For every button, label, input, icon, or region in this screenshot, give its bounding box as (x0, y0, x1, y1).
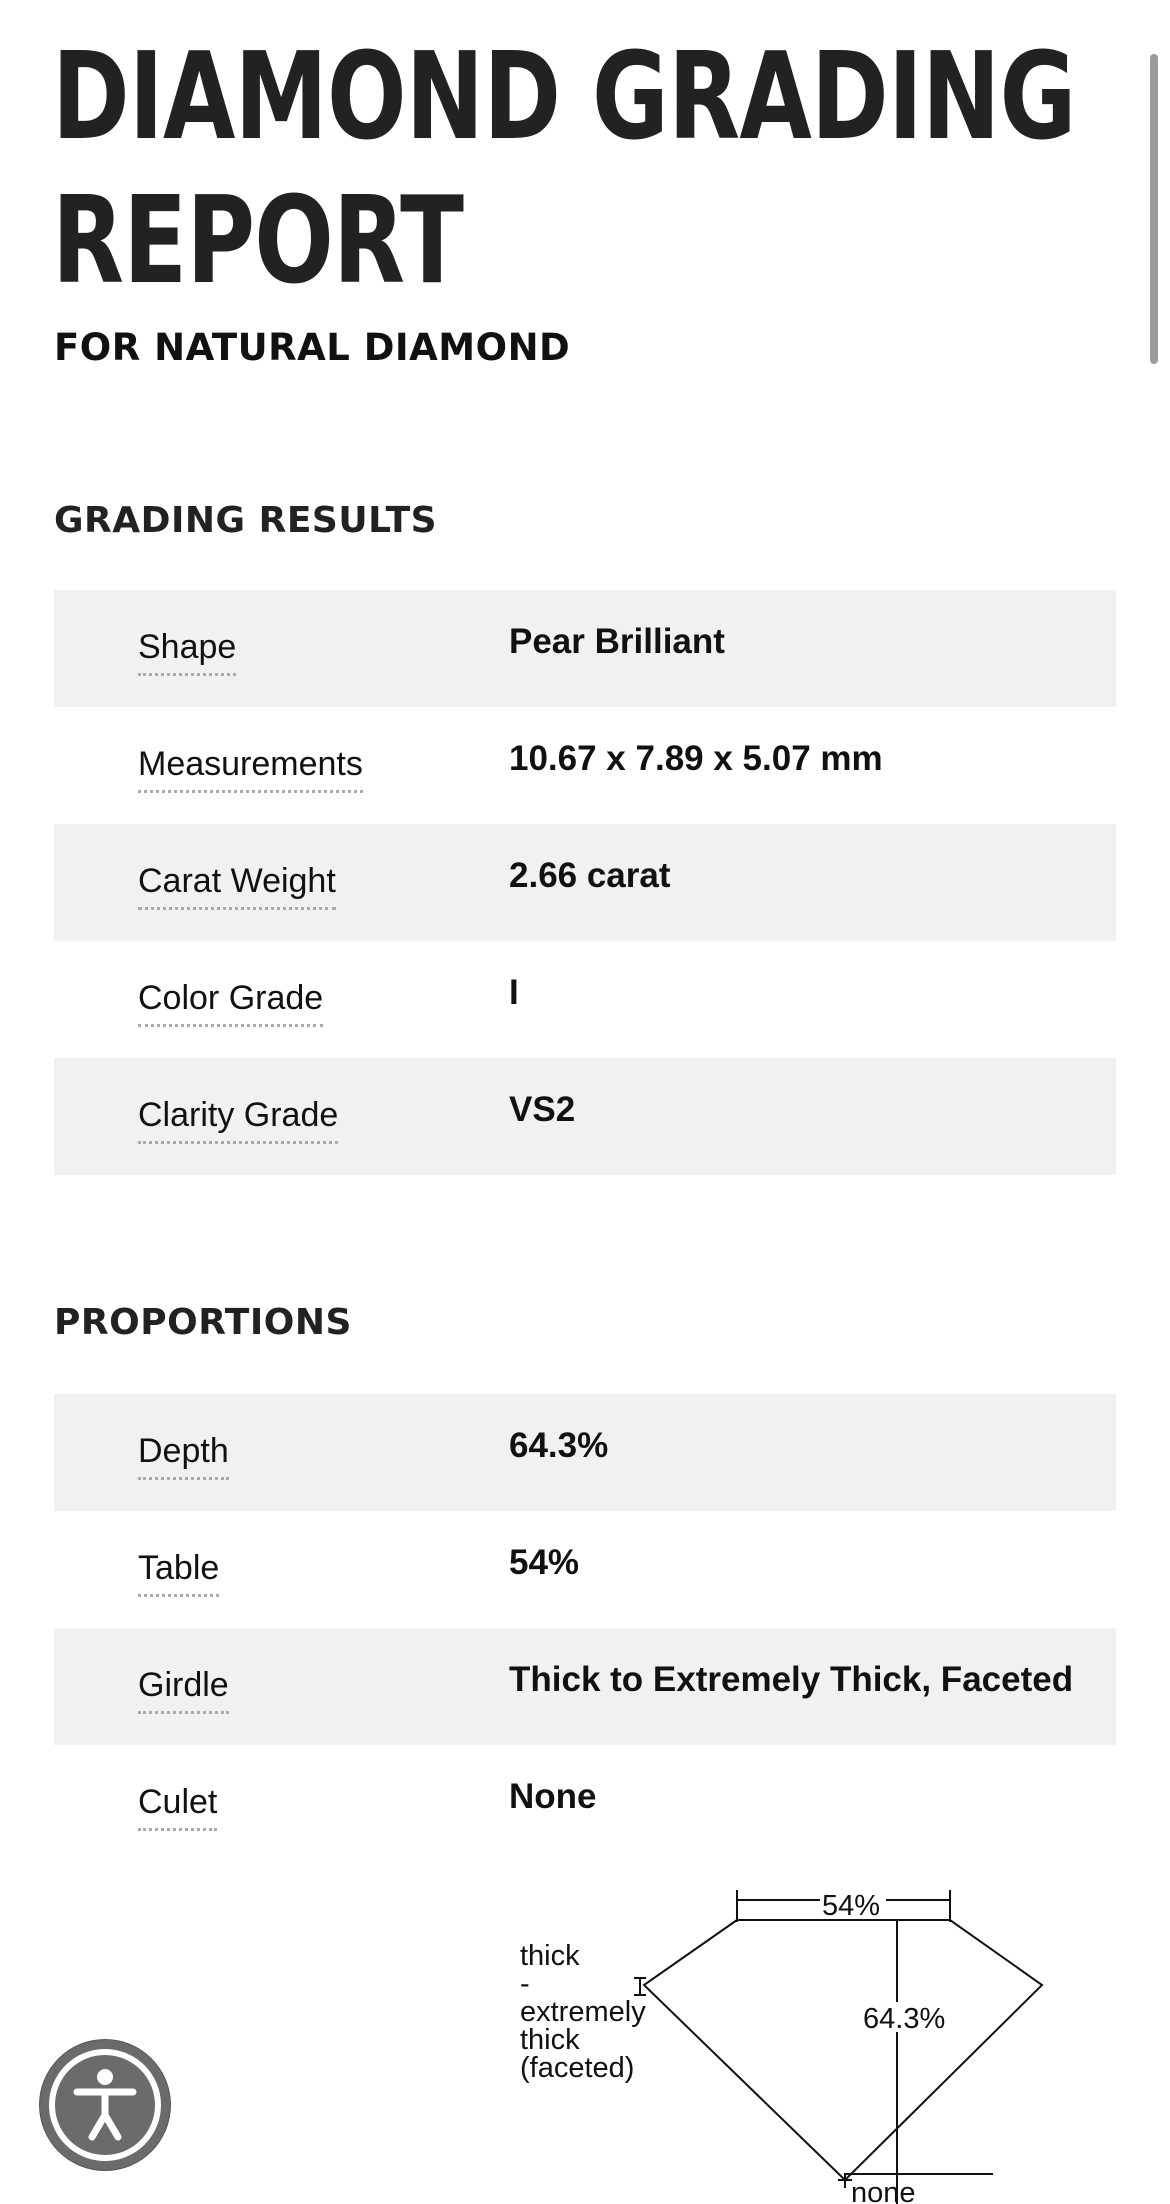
diamond-outline (644, 1920, 1042, 2180)
row-value: 64.3% (509, 1426, 609, 1465)
row-label[interactable]: Girdle (138, 1666, 229, 1714)
row-label[interactable]: Measurements (138, 745, 363, 793)
proportions-heading: PROPORTIONS (54, 1302, 352, 1343)
accessibility-icon (40, 2040, 170, 2170)
row-value: None (509, 1777, 597, 1816)
diagram-table-label: 54% (822, 1890, 881, 1922)
row-label[interactable]: Table (138, 1549, 219, 1597)
row-label[interactable]: Clarity Grade (138, 1096, 338, 1144)
row-value: 54% (509, 1543, 580, 1582)
row-value: 10.67 x 7.89 x 5.07 mm (509, 739, 883, 778)
scrollbar[interactable] (1150, 54, 1158, 364)
row-label[interactable]: Shape (138, 628, 236, 676)
row-label[interactable]: Depth (138, 1432, 229, 1480)
row-value: 2.66 carat (509, 856, 671, 895)
row-label[interactable]: Color Grade (138, 979, 323, 1027)
row-value: Pear Brilliant (509, 622, 725, 661)
row-label[interactable]: Carat Weight (138, 862, 336, 910)
row-value: Thick to Extremely Thick, Faceted (509, 1660, 1074, 1699)
row-value: I (509, 973, 519, 1012)
row-value: VS2 (509, 1090, 576, 1129)
page-subtitle: FOR NATURAL DIAMOND (54, 326, 571, 369)
diagram-depth-label: 64.3% (863, 2003, 946, 2035)
diagram-culet-label: none (851, 2177, 916, 2204)
accessibility-button[interactable] (40, 2040, 170, 2170)
diagram-girdle-label: thick - extremely thick (faceted) (520, 1940, 646, 2084)
title-line-1: DIAMOND GRADING (52, 28, 1076, 167)
row-label[interactable]: Culet (138, 1783, 217, 1831)
title-line-2: REPORT (52, 172, 464, 311)
grading-results-heading: GRADING RESULTS (54, 500, 438, 541)
